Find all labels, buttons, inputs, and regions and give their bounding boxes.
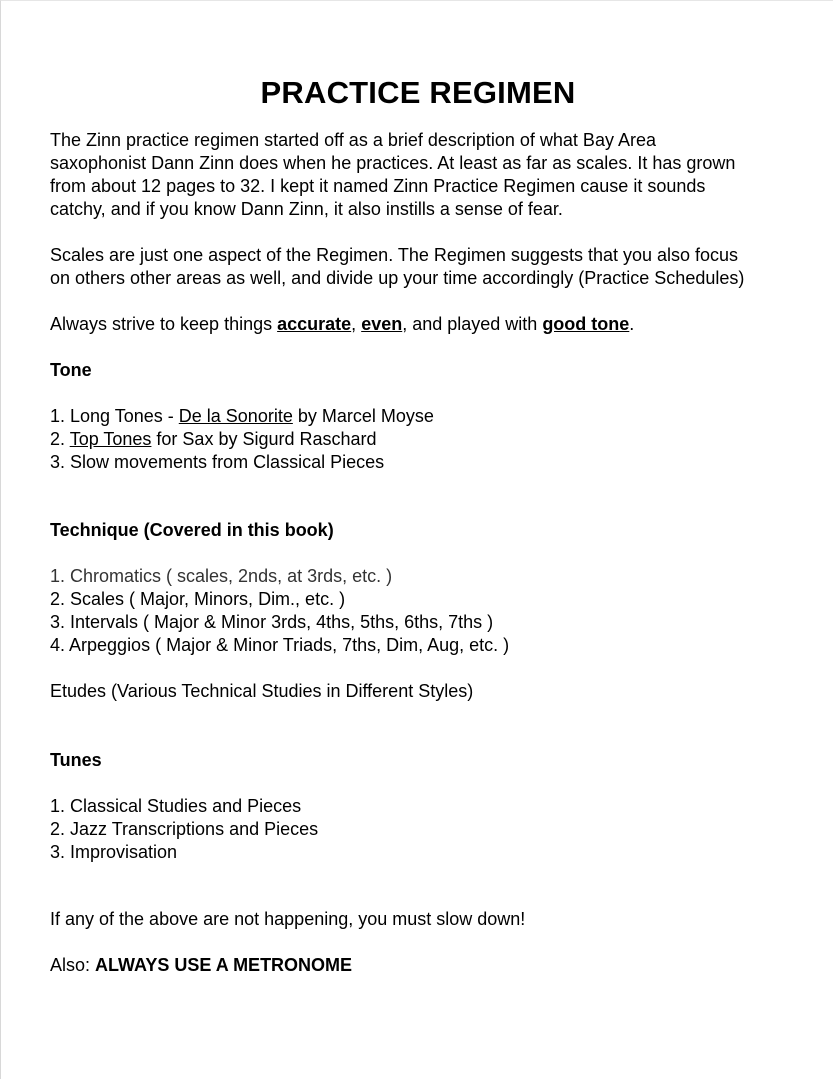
technique-heading: Technique (Covered in this book) <box>50 520 334 540</box>
intro-line-1: The Zinn practice regimen started off as a brief description of what Bay Area <box>50 130 656 150</box>
de-la-sonorite-link[interactable]: De la Sonorite <box>178 406 293 426</box>
tunes-heading: Tunes <box>50 750 102 770</box>
scales-line-2: on others other areas as well, and divide up your time accordingly (Practice Schedules) <box>50 268 745 288</box>
strive-comma: , <box>351 314 362 334</box>
tone-item-1 <box>50 405 434 428</box>
page-title: PRACTICE REGIMEN <box>260 75 576 110</box>
tone-item-1-prefix: 1. Long Tones - <box>50 406 179 426</box>
intro-line-4: catchy, and if you know Dann Zinn, it also instills a sense of fear. <box>50 199 563 219</box>
etudes-line: Etudes (Various Technical Studies in Different Styles) <box>50 681 474 701</box>
good-tone-emphasis: good tone <box>542 314 630 334</box>
tone-item-2-suffix: for Sax by Sigurd Raschard <box>151 429 377 449</box>
technique-item-3: 3. Intervals ( Major & Minor 3rds, 4ths, 5ths, 6ths, 7ths ) <box>50 612 494 632</box>
technique-item-1: 1. Chromatics ( scales, 2nds, at 3rds, etc. ) <box>50 566 393 586</box>
tone-item-3: 3. Slow movements from Classical Pieces <box>50 452 385 472</box>
strive-line <box>50 313 634 336</box>
metronome-emphasis: ALWAYS USE A METRONOME <box>95 955 353 975</box>
top-tones-link[interactable]: Top Tones <box>69 429 152 449</box>
tunes-item-1: 1. Classical Studies and Pieces <box>50 796 302 816</box>
tone-item-1-suffix: by Marcel Moyse <box>292 406 434 426</box>
tunes-item-3: 3. Improvisation <box>50 842 178 862</box>
strive-middle: , and played with <box>402 314 543 334</box>
tone-heading: Tone <box>50 360 92 380</box>
accurate-emphasis: accurate <box>277 314 352 334</box>
even-emphasis: even <box>361 314 403 334</box>
tone-item-2 <box>50 428 377 451</box>
intro-line-2: saxophonist Dann Zinn does when he practices. At least as far as scales. It has grown <box>50 153 736 173</box>
also-prefix: Also: <box>50 955 96 975</box>
metronome-line <box>50 954 352 977</box>
technique-item-2: 2. Scales ( Major, Minors, Dim., etc. ) <box>50 589 346 609</box>
scales-line-1: Scales are just one aspect of the Regimen. The Regimen suggests that you also focus <box>50 245 739 265</box>
strive-suffix: . <box>629 314 635 334</box>
strive-prefix: Always strive to keep things <box>50 314 278 334</box>
tunes-item-2: 2. Jazz Transcriptions and Pieces <box>50 819 319 839</box>
slow-down-line: If any of the above are not happening, you must slow down! <box>50 909 526 929</box>
technique-item-4: 4. Arpeggios ( Major & Minor Triads, 7ths, Dim, Aug, etc. ) <box>50 635 510 655</box>
tone-item-2-prefix: 2. <box>50 429 70 449</box>
intro-line-3: from about 12 pages to 32. I kept it named Zinn Practice Regimen cause it sounds <box>50 176 706 196</box>
